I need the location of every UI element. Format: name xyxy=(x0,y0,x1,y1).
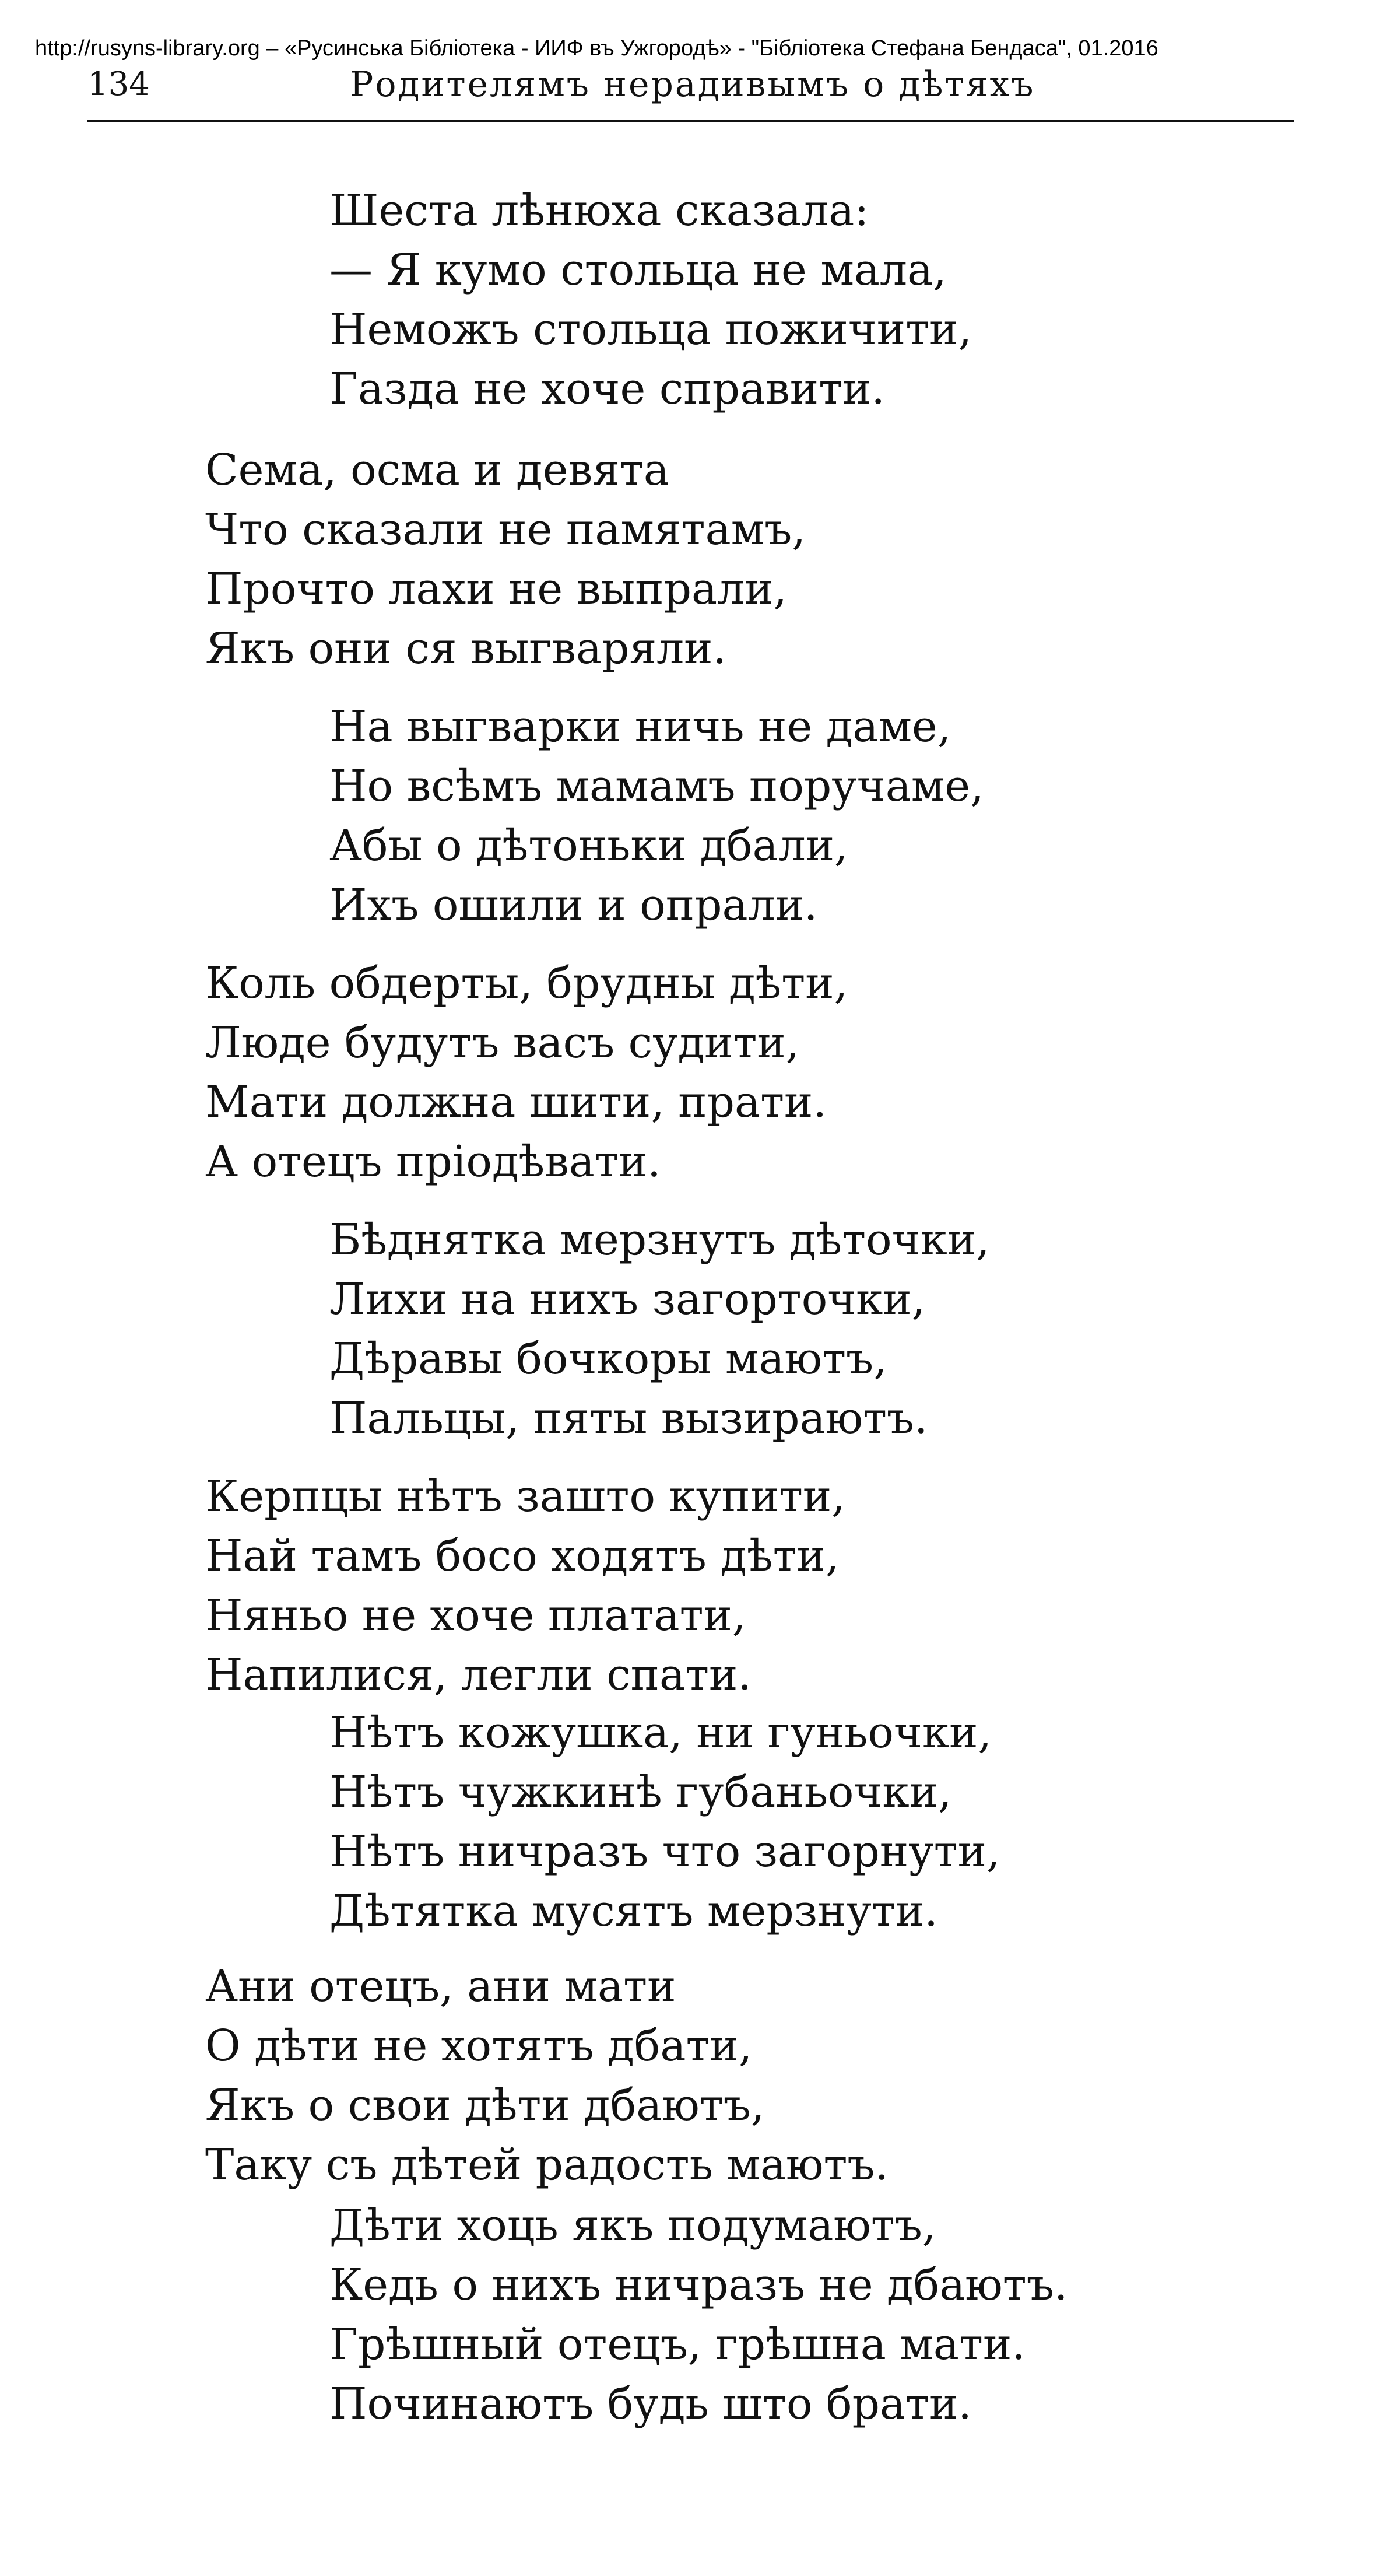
verse-line: Прочто лахи не выпрали, xyxy=(205,564,787,614)
verse-line: Напилися, легли спати. xyxy=(205,1650,752,1700)
stanza xyxy=(329,1703,1000,1941)
verse-line: Сема, осма и девята xyxy=(205,445,669,495)
verse-line: Нѣтъ кожушка, ни гуньочки, xyxy=(329,1708,992,1758)
verse-line: Неможъ стольца пожичити, xyxy=(329,304,972,355)
stanza xyxy=(205,440,806,678)
stanza xyxy=(329,1210,990,1448)
verse-line: Но всѣмъ мамамъ поручаме, xyxy=(329,761,984,811)
verse-line: Грѣшный отецъ, грѣшна мати. xyxy=(329,2319,1026,2370)
verse-line: Газда не хоче справити. xyxy=(329,364,885,414)
stanza xyxy=(329,181,972,419)
verse-line: Керпцы нѣтъ зашто купити, xyxy=(205,1471,845,1522)
verse-line: Что сказали не памятамъ, xyxy=(205,504,806,555)
verse-line: Най тамъ босо ходятъ дѣти, xyxy=(205,1531,840,1581)
verse-line: Якъ они ся выгваряли. xyxy=(205,623,726,674)
verse-line: На выгварки ничь не даме, xyxy=(329,702,951,752)
verse-line: Пальцы, пяты вызираютъ. xyxy=(329,1393,928,1443)
verse-line: О дѣти не хотятъ дбати, xyxy=(205,2021,753,2071)
stanza xyxy=(329,697,984,935)
verse-line: Лихи на нихъ загорточки, xyxy=(329,1274,926,1324)
verse-line: Нѣтъ ничразъ что загорнути, xyxy=(329,1827,1000,1877)
verse-line: Якъ о свои дѣти дбаютъ, xyxy=(205,2080,765,2130)
verse-line: Ихъ ошили и опрали. xyxy=(329,880,818,930)
verse-line: Ани отецъ, ани мати xyxy=(205,1961,676,2011)
running-title: Родителямъ нерадивымъ о дѣтяхъ xyxy=(350,64,1035,105)
verse-line: Кедь о нихъ ничразъ не дбаютъ. xyxy=(329,2260,1068,2310)
verse-line: Люде будутъ васъ судити, xyxy=(205,1018,800,1068)
verse-line: Починаютъ будь што брати. xyxy=(329,2379,972,2429)
verse-line: Мати должна шити, прати. xyxy=(205,1077,827,1127)
source-attribution: http://rusyns-library.org – «Русинська Бібліотека - ИИФ въ Ужгородѣ» - "Бібліотека Стефана Бендаса", 01.2016 xyxy=(35,36,1158,61)
verse-line: Шеста лѣнюха сказала: xyxy=(329,185,869,236)
verse-line: Дѣти хоць якъ подумаютъ, xyxy=(329,2200,936,2251)
verse-line: Таку съ дѣтей радость маютъ. xyxy=(205,2140,889,2190)
stanza xyxy=(205,1957,889,2195)
verse-line: Абы о дѣтоньки дбали, xyxy=(329,821,848,871)
verse-line: Няньо не хоче платати, xyxy=(205,1590,746,1641)
verse-line: Дѣтятка мусятъ мерзнути. xyxy=(329,1886,938,1936)
verse-line: Дѣравы бочкоры маютъ, xyxy=(329,1334,887,1384)
page-number: 134 xyxy=(87,65,150,103)
stanza xyxy=(205,954,848,1191)
verse-line: Нѣтъ чужкинѣ губаньочки, xyxy=(329,1767,952,1817)
verse-line: — Я кумо стольца не мала, xyxy=(329,245,947,295)
verse-line: А отецъ пріодѣвати. xyxy=(205,1137,661,1187)
stanza xyxy=(205,1467,845,1705)
verse-line: Бѣднятка мерзнутъ дѣточки, xyxy=(329,1215,990,1265)
stanza xyxy=(329,2196,1068,2434)
verse-line: Коль обдерты, брудны дѣти, xyxy=(205,958,848,1008)
